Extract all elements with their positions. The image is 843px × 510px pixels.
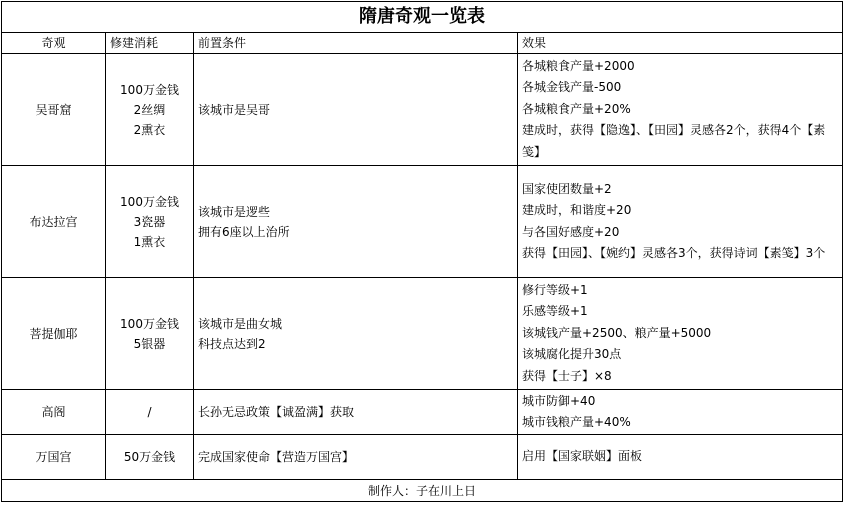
effect-line: 各城粮食产量+2000 xyxy=(522,58,635,73)
table-row xyxy=(2,54,843,166)
cost-line: 50万金钱 xyxy=(123,450,176,464)
cost-line: 100万金钱 xyxy=(120,194,179,209)
author-credit: 制作人：子在川上日 xyxy=(2,480,843,502)
wonder-prereq xyxy=(194,54,518,166)
wonder-cost xyxy=(106,435,194,480)
wonder-effect xyxy=(518,435,843,480)
table-row xyxy=(2,390,843,435)
effect-line: 建成时，和谐度+20 xyxy=(522,203,632,217)
wonder-prereq xyxy=(194,390,518,435)
cost-line: 2丝绸 xyxy=(133,102,166,117)
wonders-table xyxy=(1,1,843,502)
wonder-cost xyxy=(106,54,194,166)
wonder-name: 布达拉宫 xyxy=(2,166,106,278)
prereq-line: 完成国家使命【营造万国宫】 xyxy=(198,450,355,464)
effect-line: 各城金钱产量-500 xyxy=(522,80,622,95)
wonder-name: 吴哥窟 xyxy=(2,54,106,166)
cost-line: 100万金钱 xyxy=(120,316,179,331)
effect-line: 启用【国家联姻】面板 xyxy=(522,449,643,464)
effect-line: 该城腐化提升30点 xyxy=(522,347,622,362)
wonder-effect xyxy=(518,390,843,435)
prereq-line: 该城市是吴哥 xyxy=(198,102,271,117)
wonder-cost xyxy=(106,166,194,278)
cost-line: 5银器 xyxy=(133,336,166,351)
wonder-cost xyxy=(106,390,194,435)
prereq-line: 拥有6座以上治所 xyxy=(198,224,290,239)
wonders-sheet xyxy=(1,1,842,508)
effect-line: 该城钱产量+2500、粮产量+5000 xyxy=(522,325,712,340)
effect-line: 与各国好感度+20 xyxy=(522,224,620,239)
table-title: 隋唐奇观一览表 xyxy=(2,2,843,33)
effect-line: 城市防御+40 xyxy=(522,393,596,408)
wonder-effect xyxy=(518,278,843,390)
prereq-line: 科技点达到2 xyxy=(198,336,266,351)
wonder-prereq xyxy=(194,435,518,480)
cost-line: 2熏衣 xyxy=(133,122,166,137)
header-prereq: 前置条件 xyxy=(194,33,518,54)
effect-line: 乐感等级+1 xyxy=(522,304,588,319)
cost-line: / xyxy=(147,405,152,419)
wonder-name: 万国宫 xyxy=(2,435,106,480)
header-wonder: 奇观 xyxy=(2,33,106,54)
header-effect: 效果 xyxy=(518,33,843,54)
prereq-line: 该城市是逻些 xyxy=(198,204,271,219)
header-row xyxy=(2,33,843,54)
cost-line: 3瓷器 xyxy=(133,214,166,229)
wonder-name: 菩提伽耶 xyxy=(2,278,106,390)
wonder-effect xyxy=(518,54,843,166)
cost-line: 100万金钱 xyxy=(120,82,179,97)
table-row xyxy=(2,166,843,278)
effect-line: 建成时，获得【隐逸】、【田园】灵感各2个，获得4个【素笺】 xyxy=(522,123,826,159)
prereq-line: 该城市是曲女城 xyxy=(198,316,283,331)
effect-line: 修行等级+1 xyxy=(522,282,588,297)
effect-line: 各城粮食产量+20% xyxy=(522,101,631,116)
wonder-prereq xyxy=(194,166,518,278)
wonder-name: 高阁 xyxy=(2,390,106,435)
wonder-effect xyxy=(518,166,843,278)
cost-line: 1熏衣 xyxy=(133,234,166,249)
effect-line: 获得【士子】×8 xyxy=(522,368,612,383)
effect-line: 城市钱粮产量+40% xyxy=(522,415,631,429)
wonder-cost xyxy=(106,278,194,390)
table-row xyxy=(2,278,843,390)
table-row xyxy=(2,435,843,480)
wonder-prereq xyxy=(194,278,518,390)
effect-line: 国家使团数量+2 xyxy=(522,181,612,196)
prereq-line: 长孙无忌政策【诚盈满】获取 xyxy=(198,405,355,419)
effect-line: 获得【田园】、【婉约】灵感各3个，获得诗词【素笺】3个 xyxy=(522,246,826,260)
header-cost: 修建消耗 xyxy=(106,33,194,54)
